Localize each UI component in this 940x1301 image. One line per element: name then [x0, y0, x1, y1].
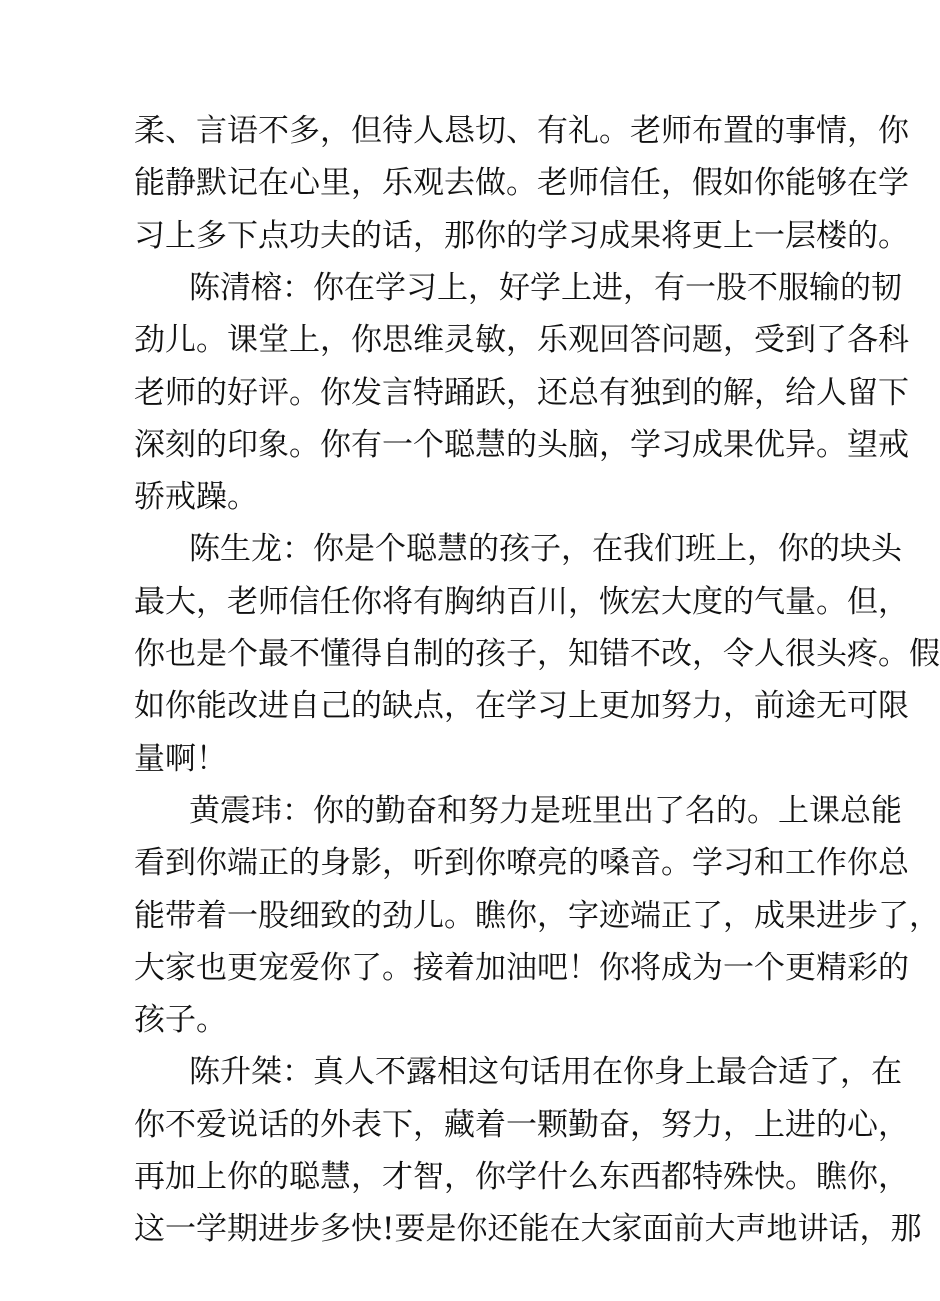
text-line-overflow: 这一学期进步多快!要是你还能在大家面前大声地讲话，那 [134, 1211, 922, 1247]
text-line: 能静默记在心里，乐观去做。老师信任，假如你能够在学 [134, 165, 909, 201]
text-line: 看到你端正的身影，听到你嘹亮的嗓音。学习和工作你总 [134, 845, 909, 881]
text-line: 劲儿。课堂上，你思维灵敏，乐观回答问题，受到了各科 [134, 322, 909, 358]
text-line: 大家也更宠爱你了。接着加油吧！你将成为一个更精彩的 [134, 950, 909, 986]
text-line: 老师的好评。你发言特踊跃，还总有独到的解，给人留下 [134, 375, 909, 411]
paragraph-start-chen-qingrong: 陈清榕：你在学习上，好学上进，有一股不服输的韧 [189, 270, 902, 306]
text-line: 孩子。 [134, 1002, 227, 1038]
text-line: 骄戒躁。 [134, 479, 258, 515]
text-line: 再加上你的聪慧，才智，你学什么东西都特殊快。瞧你， [134, 1159, 909, 1195]
text-line: 最大，老师信任你将有胸纳百川，恢宏大度的气量。但， [134, 584, 909, 620]
paragraph-start-chen-shenglong: 陈生龙：你是个聪慧的孩子，在我们班上，你的块头 [189, 531, 902, 567]
text-line: 如你能改进自己的缺点，在学习上更加努力，前途无可限 [134, 688, 909, 724]
text-line: 柔、言语不多，但待人恳切、有礼。老师布置的事情，你 [134, 113, 909, 149]
text-line: 深刻的印象。你有一个聪慧的头脑，学习成果优异。望戒 [134, 427, 909, 463]
paragraph-start-chen-shengjie: 陈升桀：真人不露相这句话用在你身上最合适了，在 [189, 1054, 902, 1090]
text-line: 能带着一股细致的劲儿。瞧你，字迹端正了，成果进步了， [134, 898, 940, 934]
text-line: 量啊！ [134, 741, 227, 777]
text-line: 你也是个最不懂得自制的孩子，知错不改，令人很头疼。假 [134, 636, 940, 672]
paragraph-start-huang-zhenwei: 黄震玮：你的勤奋和努力是班里出了名的。上课总能 [189, 793, 902, 829]
text-line: 习上多下点功夫的话，那你的学习成果将更上一层楼的。 [134, 218, 909, 254]
text-line: 你不爱说话的外表下，藏着一颗勤奋，努力，上进的心， [134, 1107, 909, 1143]
